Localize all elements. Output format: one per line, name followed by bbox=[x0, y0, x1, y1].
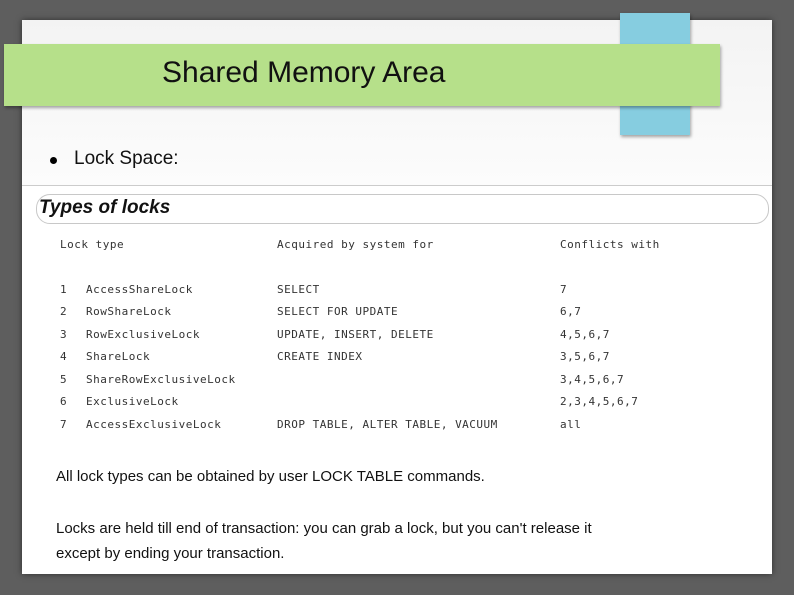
row-number: 7 bbox=[60, 417, 68, 431]
bullet-text: Lock Space: bbox=[74, 148, 179, 169]
row-lock-name: AccessExclusiveLock bbox=[86, 417, 222, 431]
row-acquired: CREATE INDEX bbox=[277, 350, 363, 363]
row-conflicts: 3,5,6,7 bbox=[560, 350, 610, 363]
row-number: 2 bbox=[60, 305, 68, 318]
bullet-icon bbox=[50, 157, 57, 164]
row-lock-name: ShareLock bbox=[86, 350, 151, 363]
row-conflicts: 2,3,4,5,6,7 bbox=[560, 395, 639, 408]
row-lock-name: AccessShareLock bbox=[86, 282, 193, 296]
row-lock-name: RowShareLock bbox=[86, 305, 172, 318]
row-number: 3 bbox=[60, 327, 68, 341]
note-locks-held-line1: Locks are held till end of transaction: you can grab a lock, but you can't release it bbox=[56, 520, 592, 537]
row-number: 1 bbox=[60, 282, 68, 296]
row-number: 5 bbox=[60, 372, 68, 386]
header-conflicts: Conflicts with bbox=[560, 238, 660, 251]
row-conflicts: 3,4,5,6,7 bbox=[560, 372, 625, 386]
lock-types-figure bbox=[22, 185, 772, 571]
note-lock-table-commands: All lock types can be obtained by user LOCK TABLE commands. bbox=[56, 468, 485, 485]
section-title: Types of locks bbox=[39, 197, 171, 218]
row-number: 6 bbox=[60, 395, 68, 408]
row-conflicts: 7 bbox=[560, 282, 568, 296]
slide-title: Shared Memory Area bbox=[162, 56, 446, 89]
section-title-box bbox=[36, 194, 769, 224]
row-acquired: UPDATE, INSERT, DELETE bbox=[277, 327, 434, 341]
row-lock-name: ExclusiveLock bbox=[86, 395, 179, 408]
row-acquired: DROP TABLE, ALTER TABLE, VACUUM bbox=[277, 417, 498, 431]
header-lock-type: Lock type bbox=[60, 238, 125, 251]
header-acquired: Acquired by system for bbox=[277, 238, 434, 251]
row-acquired: SELECT FOR UPDATE bbox=[277, 305, 399, 318]
row-number: 4 bbox=[60, 350, 68, 363]
row-conflicts: 6,7 bbox=[560, 305, 582, 318]
row-lock-name: RowExclusiveLock bbox=[86, 327, 200, 341]
row-conflicts: all bbox=[560, 417, 582, 431]
note-locks-held-line2: except by ending your transaction. bbox=[56, 545, 285, 562]
row-conflicts: 4,5,6,7 bbox=[560, 327, 610, 341]
row-lock-name: ShareRowExclusiveLock bbox=[86, 372, 236, 386]
row-acquired: SELECT bbox=[277, 282, 320, 296]
